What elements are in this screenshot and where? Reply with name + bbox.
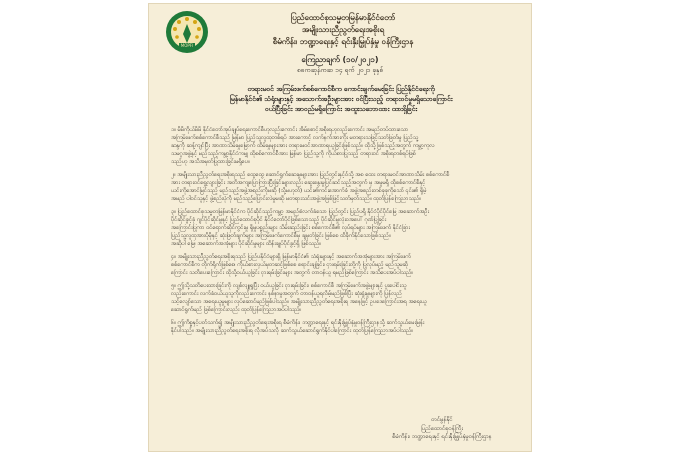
- paragraph-4: [171, 253, 513, 277]
- statement-date: ၈၈ကဆုန်ကဆ ၁၄ ရက် ၂၀၂၁ ခုနှစ်: [296, 66, 384, 74]
- subject-line: တရားမဝင် အကြမ်းဖက်စစ်ကောင်စီက ကောင်းချက်မေးခြင်း ပြည်နိုင်ငံရေးကို: [247, 85, 435, 93]
- paragraph-line: ဆောင်ရွက်မည် ဖြစ်ကြောင်းလည်း ထုတ်ပြန်ကြေညာအပ်ပါသည်။: [171, 307, 302, 313]
- paragraph-line: ၄။ အမျိုးသားညီညွတ်ရေးအစိုးရသည် ပြည်ပနိုင်ငံများရှိ မြန်မာနိုင်ငံ၏ သံရုံးများနှင့် အဆောက်အအုံများအား အကြမ်းဖက်: [171, 254, 411, 260]
- paragraph-line: အမည် ပါဝင်သူနှင့် ဖွဲ့စည်းပုံကို မည်သည့်ပြောင်းလဲမှုမဆို မတရားသင်းအဖွဲ့အဖြစ်ဖြင့်သတ်မှတ်သည်။ ထုတ်ပြန်ကြေညာသည်။: [171, 196, 421, 202]
- paragraph-line: အား တရားဝင်ရွေ့လျားခြင်း အတိအကျပြောကြားပြီးခြင်းများလည်း ဆွေးနွေးမှုပြင်ဆင်သည့်အတွက် မှ အမှုမရှိ ထိုစစ်ကောင်စီနှင့်: [171, 180, 426, 186]
- paragraph-line: ၆။ ဤကိစ္စနှင့်ပတ်သက်၍ အမျိုးသားညီညွတ်ရေးအစိုးရ စီမံကိန်း၊ ဘဏ္ဍာရေးနှင့် ရင်းနှီးမြှုပ်နှံမှုဝန်ကြီးဌာနသို့ ဆက်သွယ်မေးမြန်း: [171, 320, 425, 326]
- signatory-ministry: စီမံကိန်း၊ ဘဏ္ဍာရေးနှင့် ရင်းနှီးမြှုပ်နှံမှုဝန်ကြီးဌာန: [392, 434, 492, 440]
- subject-line: ဝယ်ပြီးခြင်း အာဝည်မရှိကြောင်း အထူးသဘောထား ထားရှိခြင်း: [264, 105, 418, 113]
- paragraph-line: ၁။ မိမိကိုယ်မိမိ နိုင်ငံတော်အုပ်ချုပ်ရေးကောင်စီဟုလည်းကောင်း အိမ်စောင့်အစိုးရဟုလည်းကောင်း အမည်တပ်ထားသော: [171, 127, 409, 133]
- paragraph-line: ကြောင်း သတိပေးကြောင်း ထိုသို့ဝယ်ယူခြင်း ငှားရမ်းခြင်းများ အတွက် တာဝန်ယူ ရမည်ဖြစ်ကြောင်း အသိပေးအပ်ပါသည်။: [171, 270, 414, 276]
- paragraph-line: သမဂ္ဂအဖွဲ့နှင့် မည်သည့်ကမ္ဘာ့နိုင်ငံကမျှ ထိုစစ်ကောင်စီအား မြန်မာ ပြည်သူ့ကို ကိုယ်စားပြုသည့် တရားဝင် အစိုးရတစ်ရပ်ဖြစ်: [171, 151, 416, 157]
- subject-line: မြန်မာနိုင်ငံ၏ သံရုံးများနှင့် အသောက်အဦးများအား ဝင်ပြီးသည့် တရားဝင်မှုမရှိသောကြောင်း: [229, 95, 453, 103]
- paragraph-line: ပိုင်ဆိုင်ခွင့်ခုံ ဂျင်ပိုင်ဆိုင်မှုနှင့် ပြည်ထောင်စုပိုင် နိုင်ငံတော်ပိုင်ဖြစ်သောသည့် ပိုင်ဆိုင်မှုလုံးဝအပေါ် ဂုဏ်ပြုခြင်း: [171, 217, 387, 223]
- signature-block: [367, 416, 517, 442]
- org-line-ministry: စီမံကိန်း၊ ဘဏ္ဍာရေးနှင့် ရင်းနှီးမြှုပ်နှံမှု ဝန်ကြီးဌာန: [272, 37, 414, 46]
- org-line-government: အမျိုးသားညီညွတ်ရေးအစိုးရ: [301, 25, 385, 34]
- paragraph-line: သင့်လျော်သော အရေးယူမှုများ လုပ်ဆောင်မည်ဖြစ်ပါသည်။ အမျိုးသားညီညွတ်ရေးအစိုးရ အနေဖြင့် ဥပဒေကြောင်းအရ အရေးယူ: [171, 299, 427, 305]
- statement-body: [171, 126, 513, 340]
- paragraph-line: ၅။ ဤသို့သတိပေးထားခြင်းကို လျစ်လျူရှုပြီး ဝယ်ယူခြင်း ငှားရမ်းခြင်း၊ စစ်ကောင်စီ အကြမ်းဖက်အဖွဲ့များနှင့် ပူးပေါင်းသူ: [171, 283, 407, 289]
- statement-heading: [149, 54, 531, 75]
- signatory-name: တင်မွန်နိုင်: [431, 417, 453, 423]
- paragraph-3: [171, 208, 513, 248]
- statement-title: ကြေညာချက် (၁၀/၂၀၂၁): [301, 55, 379, 64]
- paragraph-line: ပြည်သူ့လူထုအားပိုမိုနှင့် ဆုံးဖြတ်ချက်များ အကြမ်းဖက်ကောင်စီမှ ချမှတ်ခြင်း ဖြစ်စေ ထိခိုက်နိုင်သောဖြစ်သည်။: [171, 233, 391, 239]
- statement-document: [148, 3, 532, 452]
- org-line-country: ပြည်ထောင်စုသမ္မတမြန်မာနိုင်ငံတော်: [290, 13, 396, 22]
- paragraph-line: အကြောင်းပြုကာ ဝင်ရောက်ဆိုင်ကွင်းမှု ရှိမှုပစ္စည်းများ သိမ်းဆည်းခြင်း စစ်ကောင်စီ၏ လုပ်ရပ်များ အကြမ်းဖက် နိုင်ငံခြား: [171, 225, 410, 231]
- signatory-title: ပြည်ထောင်စုဝန်ကြီး: [421, 425, 463, 432]
- paragraph-line: ဆန္ဒကို ဆန့်ကျင်ပြီး အာဏာသိမ်းမှုမြောက် ထိမ်းမှုများအား တရားမဝင်အာဏာရယူခြင်းဖြစ်သည်။ ထိုသို့ဖြစ်သည့်အတွက် ကမ္ဘာ့ကုလ: [171, 143, 435, 149]
- paragraph-line: အဆိုပါ မြေ၊ အဆောက်အအုံများ ပိုင်ဆိုင်မှုများ ထိန်းချုပ်ပိုင်ခွင့်ရှိ ဖြစ်သည်။: [171, 241, 322, 247]
- paragraph-6: [171, 319, 513, 335]
- paragraph-line: အကြမ်းဖက်စစ်ကောင်စီသည် မြန်မာ ပြည်သူလူထုတစ်ရပ် အားကောင့် လက်နက်အားကိုး မတရားသဖြင့်သတ်ဖြတ်မှု ပြည်သူ့: [171, 135, 419, 141]
- paragraph-line: စစ်ကောင်စီက တိုက်ရိုက်ဖြစ်စေ၊ ကိုယ်စားလှယ်မှတဆင့်ဖြစ်စေ ရောင်းချခြင်း၊ ငှားရမ်းခြင်းတို့ကို ပြုလုပ်မည့် မည်သူမဆို: [171, 262, 409, 268]
- letterhead: [149, 4, 531, 48]
- organization-name-block: [223, 12, 463, 48]
- paragraph-line: ၃။ ပြည်ထောင်စုသမ္မတမြန်မာနိုင်ငံက ပိုင်ဆိုင်သည့်ကမ္ဘာ့ အမည်စံလက်ခံသော ပြည်တွင်း ပြည်ပရှိ နိုင်ငံပိုင်ပိုင်မြေ အဆောက်အဦး: [171, 209, 430, 215]
- paragraph-line: ယင်းကိုအောင်မြင်သည့် မည်သည့်အဖွဲ့အစည်းကိုမဆို (သို့မဟုတ်) ယင်း၏ကင်းအောက်ခံ အဖွဲ့အစည်းတစ်ခုခုကိုသော် ၎င်း၏ ရှိမဲ့: [171, 188, 427, 194]
- paragraph-line: လည်းကောင်း လက်ခံဝယ်ယူသူကိုလည်းကောင်း နစ်နာမှုအတွက် တာဝန်ယူရလိမ့်မည်ဖြစ်ပြီး ဆုံးရှုံးမှုများကို ပြန်လည်: [171, 291, 402, 297]
- logo-caption: MOPFI: [180, 43, 194, 48]
- paragraph-line: နိုင်ပါသည်။ အမျိုးသားညီညွတ်ရေးအစိုးရ လိုအပ်သလို ဆက်သွယ်ဆောင်ရွက်နိုင်ပါကြောင်း ထုတ်ပြန်ကြေညာအပ်ပါသည်။: [171, 328, 414, 334]
- paragraph-2: [171, 171, 513, 203]
- paragraph-line: သည်ဟု အသိအမှတ်ပြုထားခြင်းမရှိပေ။: [171, 159, 250, 165]
- paragraph-5: [171, 282, 513, 314]
- paragraph-1: [171, 126, 513, 166]
- ministry-seal-logo: [165, 10, 209, 54]
- statement-subject: [189, 84, 493, 114]
- paragraph-line: ၂။ အမျိုးသားညီညွတ်ရေးအစိုးရသည် ထွေထွေ ဆောင်ရွက်ဆေးမှုများအား ပြည်တွင်းနှင့်ဝ်သို့ အစ ထေး တရားမဝင်အာဏာသိမ်း စစ်ကောင်စီ: [171, 172, 450, 178]
